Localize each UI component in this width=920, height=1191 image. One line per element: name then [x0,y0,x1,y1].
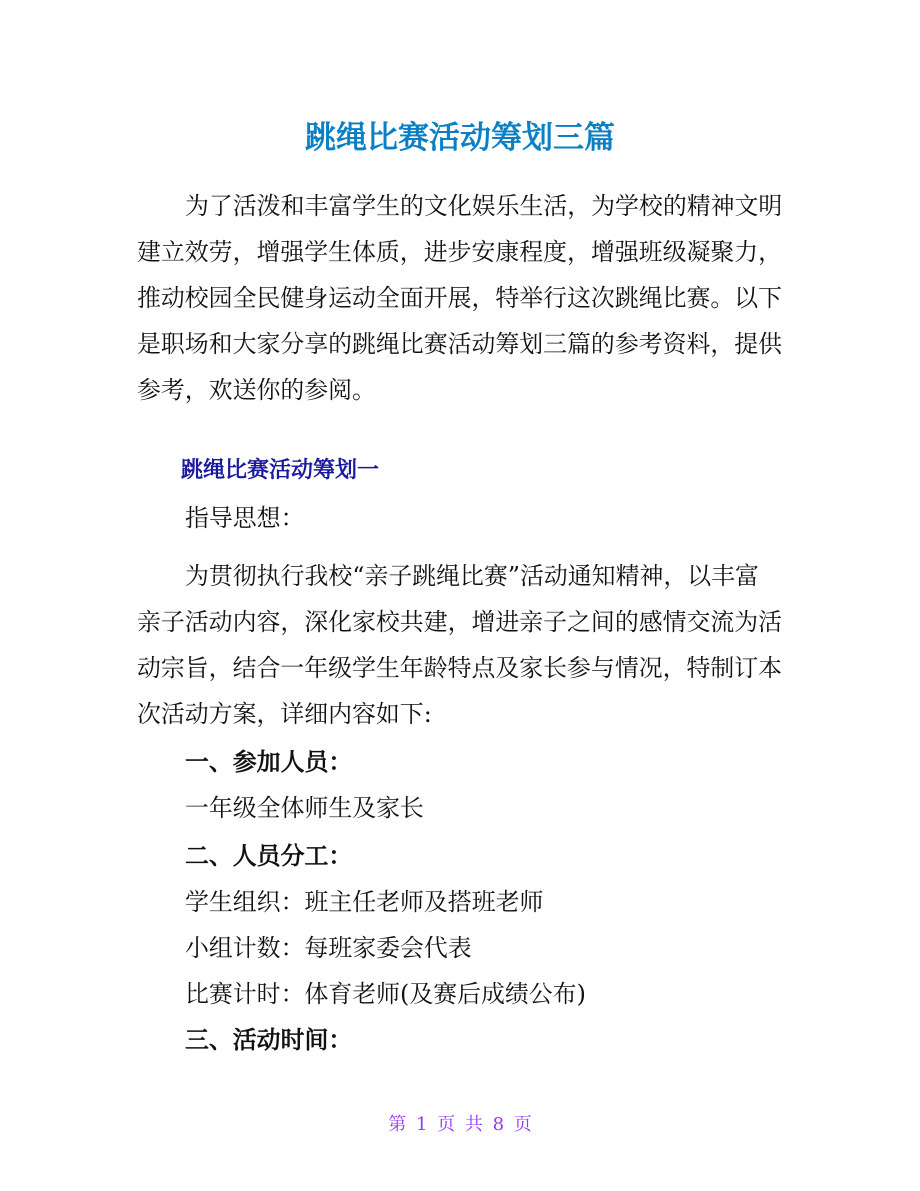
item2-line: 比赛计时：体育老师(及赛后成绩公布) [185,980,586,1008]
guide-line: 次活动方案，详细内容如下: [137,700,432,728]
item1-text: 一年级全体师生及家长 [185,794,424,822]
intro-line: 建立效劳，增强学生体质，进步安康程度，增强班级凝聚力， [137,238,783,266]
page-footer: 第 1 页 共 8 页 [388,1114,532,1135]
item2-heading: 二、人员分工： [185,842,353,870]
section-heading: 跳绳比赛活动筹划一 [181,458,380,483]
item1-heading: 一、参加人员： [185,748,353,776]
document-title: 跳绳比赛活动筹划三篇 [305,120,615,156]
intro-line: 参考，欢送你的参阅。 [137,376,376,404]
guide-line: 动宗旨，结合一年级学生年龄特点及家长参与情况，特制订本 [137,654,783,682]
guide-label: 指导思想： [185,504,305,532]
intro-line: 为了活泼和丰富学生的文化娱乐生活，为学校的精神文明 [185,192,783,220]
guide-line: 为贯彻执行我校“亲子跳绳比赛”活动通知精神，以丰富 [185,562,759,590]
intro-line: 推动校园全民健身运动全面开展，特举行这次跳绳比赛。以下 [137,284,783,312]
item3-heading: 三、活动时间： [185,1026,353,1054]
item2-line: 小组计数：每班家委会代表 [185,934,472,962]
guide-line: 亲子活动内容，深化家校共建，增进亲子之间的感情交流为活 [137,608,783,636]
item2-line: 学生组织：班主任老师及搭班老师 [185,888,544,916]
intro-line: 是职场和大家分享的跳绳比赛活动筹划三篇的参考资料，提供 [137,330,783,358]
